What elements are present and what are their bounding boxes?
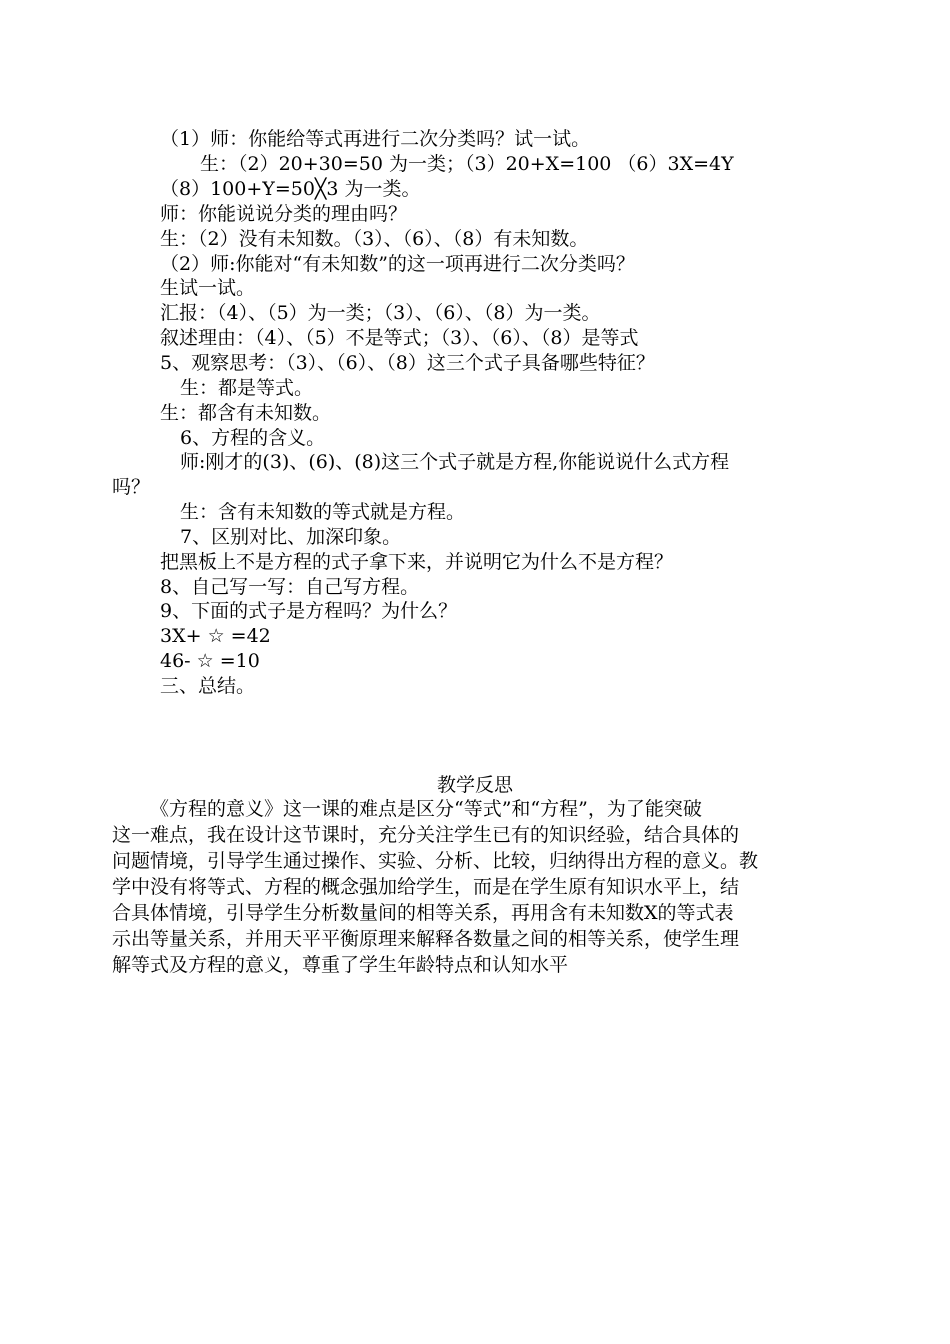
lesson-line: （2）师:你能对“有未知数”的这一项再进行二次分类吗？ — [160, 253, 635, 275]
lesson-line: 叙述理由：（4）、（5）不是等式；（3）、（6）、（8）是等式 — [160, 327, 639, 349]
lesson-line: 46- ☆ =10 — [160, 650, 260, 672]
lesson-line: 把黑板上不是方程的式子拿下来，并说明它为什么不是方程？ — [160, 551, 674, 573]
lesson-line: 生：（2）20+30=50 为一类；（3）20+X=100 （6）3X=4Y — [200, 153, 734, 175]
reflection-paragraph — [112, 796, 840, 978]
reflection-line: 这一难点，我在设计这节课时，充分关注学生已有的知识经验，结合具体的 — [112, 824, 740, 846]
lesson-line: 汇报：（4）、（5）为一类；（3）、（6）、（8）为一类。 — [160, 302, 601, 324]
lesson-line: 吗？ — [112, 476, 151, 498]
reflection-line: 《方程的意义》这一课的难点是区分“等式”和“方程”，为了能突破 — [150, 798, 702, 820]
reflection-line: 问题情境，引导学生通过操作、实验、分析、比较，归纳得出方程的意义。教 — [112, 850, 759, 872]
reflection-line: 示出等量关系，并用天平平衡原理来解释各数量之间的相等关系，使学生理 — [112, 928, 740, 950]
lesson-line: 生：含有未知数的等式就是方程。 — [180, 501, 466, 523]
lesson-line: （8）100+Y=50╳3 为一类。 — [160, 178, 421, 200]
lesson-line: 3X+ ☆ =42 — [160, 625, 271, 647]
lesson-line: 生：（2）没有未知数。（3）、（6）、（8）有未知数。 — [160, 228, 589, 250]
reflection-line: 合具体情境，引导学生分析数量间的相等关系，再用含有未知数X的等式表 — [112, 902, 734, 924]
lesson-line: 生：都是等式。 — [180, 377, 314, 399]
lesson-line: 师：你能说说分类的理由吗？ — [160, 203, 408, 225]
lesson-line: 9、下面的式子是方程吗？为什么？ — [160, 600, 458, 622]
reflection-title: 教学反思 — [436, 774, 513, 796]
reflection-line: 学中没有将等式、方程的概念强加给学生，而是在学生原有知识水平上，结 — [112, 876, 740, 898]
lesson-line: 7、区别对比、加深印象。 — [180, 526, 402, 548]
lesson-line: （1）师：你能给等式再进行二次分类吗？试一试。 — [160, 128, 591, 150]
lesson-line: 师:刚才的(3)、(6)、(8)这三个式子就是方程,你能说说什么式方程 — [180, 451, 730, 473]
lesson-line: 三、总结。 — [160, 675, 256, 697]
lesson-line: 生：都含有未知数。 — [160, 402, 332, 424]
lesson-line: 5、观察思考：（3）、（6）、（8）这三个式子具备哪些特征？ — [160, 352, 655, 374]
lesson-line: 6、方程的含义。 — [180, 427, 326, 449]
reflection-line: 解等式及方程的意义，尊重了学生年龄特点和认知水平 — [112, 954, 569, 976]
lesson-line: 8、自己写一写：自己写方程。 — [160, 576, 420, 598]
lesson-line: 生试一试。 — [160, 277, 256, 299]
